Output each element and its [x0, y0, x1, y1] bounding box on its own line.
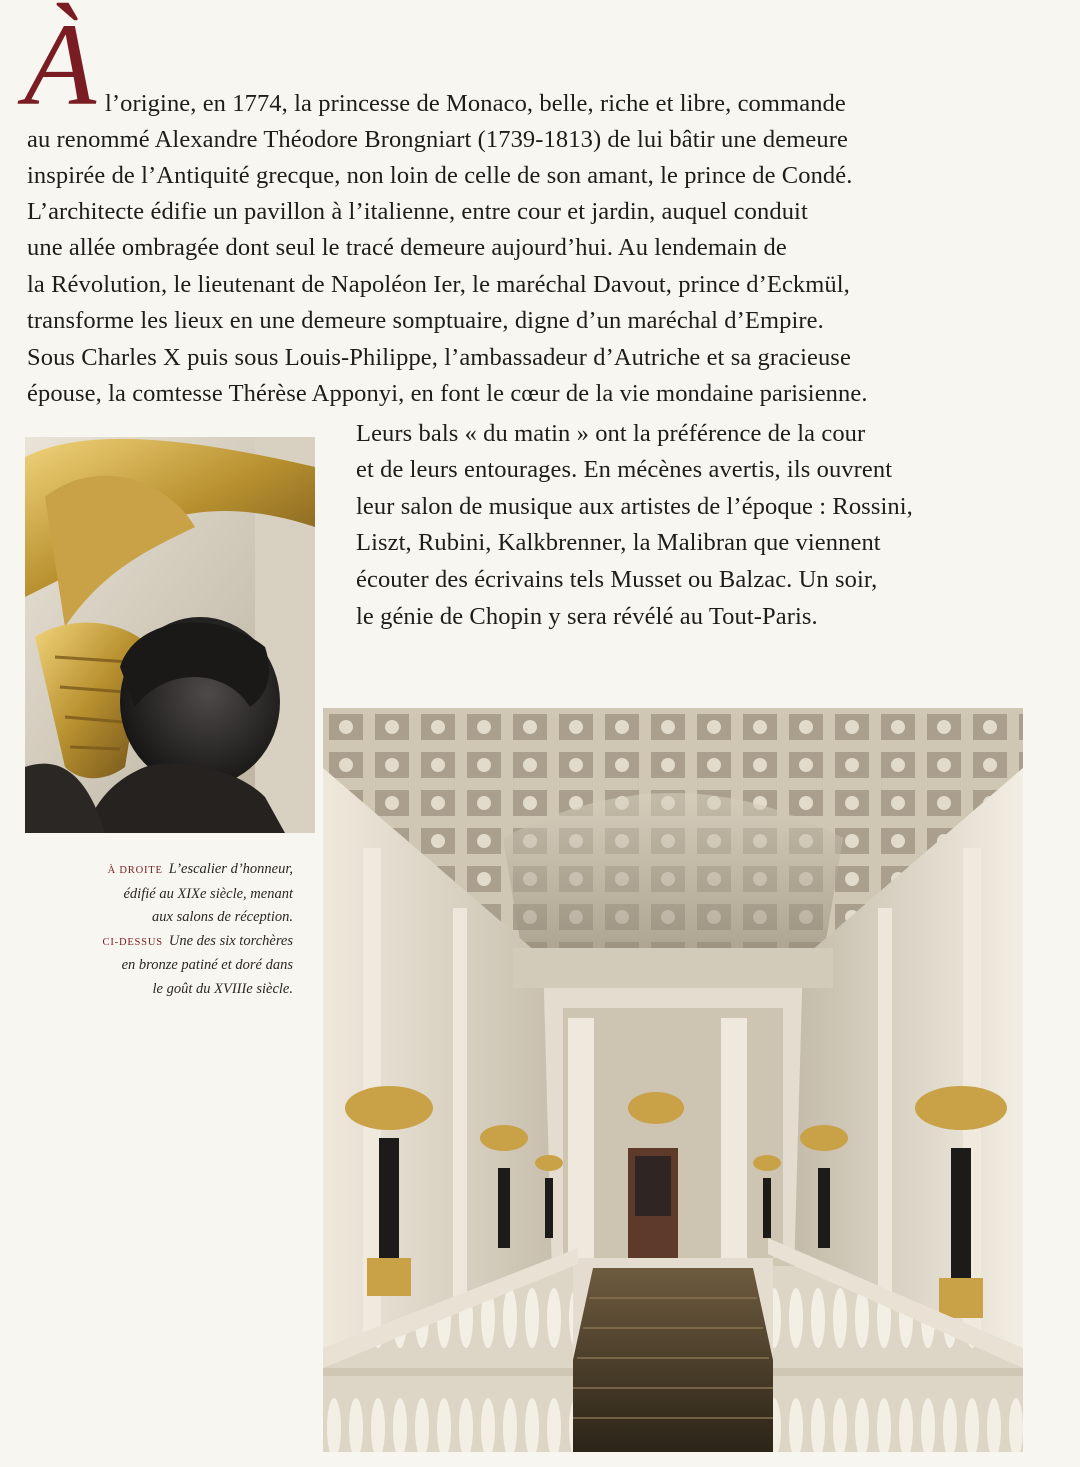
body-line: épouse, la comtesse Thérèse Apponyi, en font le cœur de la vie mondaine parisienne. — [27, 380, 868, 407]
body-line: la Révolution, le lieutenant de Napoléon Ier, le maréchal Davout, prince d’Eckmül, — [27, 271, 850, 298]
body-line: Sous Charles X puis sous Louis-Philippe, l’ambassadeur d’Autriche et sa gracieuse — [27, 344, 851, 371]
caption-text: L’escalier d’honneur, — [168, 861, 293, 877]
body-line: transforme les lieux en une demeure somptuaire, digne d’un maréchal d’Empire. — [27, 307, 824, 334]
body-line: et de leurs entourages. En mécènes avertis, ils ouvrent — [356, 456, 893, 483]
body-line: le génie de Chopin y sera révélé au Tout-Paris. — [356, 603, 818, 630]
photo-caption — [28, 858, 293, 1001]
caption-text: aux salons de réception. — [152, 909, 293, 925]
body-line: leur salon de musique aux artistes de l’époque : Rossini, — [356, 493, 913, 520]
caption-label-above: CI-DESSUS — [102, 936, 163, 948]
bronze-torch-photo — [25, 437, 315, 833]
drop-cap: À — [24, 0, 97, 130]
body-line: Liszt, Rubini, Kalkbrenner, la Malibran que viennent — [356, 529, 881, 556]
caption-text: édifié au XIXe siècle, menant — [123, 885, 293, 902]
caption-text: en bronze patiné et doré dans — [121, 957, 293, 973]
body-line: inspirée de l’Antiquité grecque, non loin de celle de son amant, le prince de Condé. — [27, 162, 853, 189]
grand-staircase-photo — [323, 708, 1023, 1452]
body-line: Leurs bals « du matin » ont la préférence de la cour — [356, 420, 866, 447]
caption-text: le goût du XVIIIe siècle. — [152, 980, 293, 997]
staircase-illustration — [323, 708, 1023, 1452]
body-line: au renommé Alexandre Théodore Brongniart (1739-1813) de lui bâtir une demeure — [27, 126, 848, 153]
body-line: L’architecte édifie un pavillon à l’italienne, entre cour et jardin, auquel conduit — [27, 198, 808, 225]
body-line: une allée ombragée dont seul le tracé demeure aujourd’hui. Au lendemain de — [27, 234, 787, 261]
caption-text: Une des six torchères — [168, 932, 293, 949]
body-line: l’origine, en 1774, la princesse de Monaco, belle, riche et libre, commande — [105, 90, 846, 117]
body-line: écouter des écrivains tels Musset ou Balzac. Un soir, — [356, 566, 878, 593]
caption-label-right: À DROITE — [107, 865, 163, 876]
torch-illustration — [25, 437, 315, 833]
